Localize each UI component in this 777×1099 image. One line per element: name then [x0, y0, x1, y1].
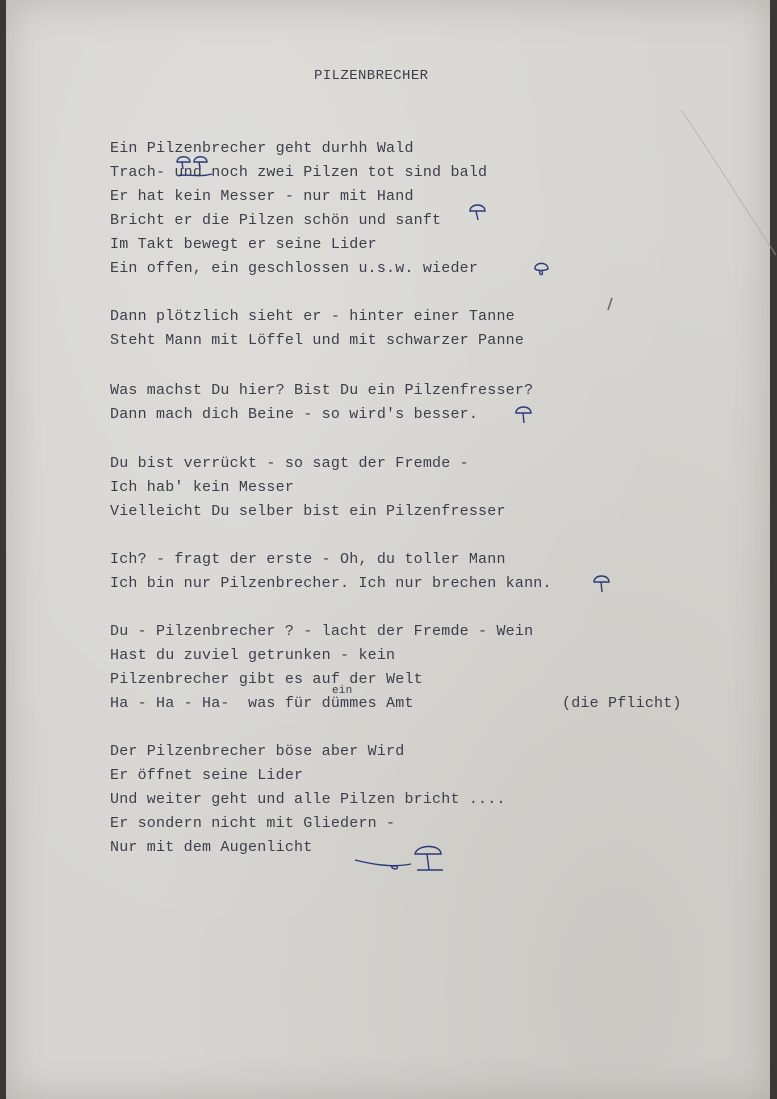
poem-line: Und weiter geht und alle Pilzen bricht ....: [110, 791, 506, 808]
poem-line: Er sondern nicht mit Gliedern -: [110, 815, 396, 832]
poem-line: Im Takt bewegt er seine Lider: [110, 236, 377, 253]
poem-line: Ich bin nur Pilzenbrecher. Ich nur brechen kann.: [110, 575, 552, 592]
poem-line: Ein Pilzenbrecher geht durhh Wald: [110, 140, 414, 157]
mushroom-doodle-icon: [532, 259, 552, 281]
poem-line: Du bist verrückt - so sagt der Fremde -: [110, 455, 469, 472]
paper-crease: [676, 105, 777, 265]
poem-line: Bricht er die Pilzen schön und sanft: [110, 212, 442, 229]
poem-line: Dann mach dich Beine - so wird's besser.: [110, 406, 479, 423]
side-note: (die Pflicht): [562, 695, 682, 712]
poem-line: Hast du zuviel getrunken - kein: [110, 647, 396, 664]
paper-sheet: [6, 0, 770, 1099]
mushroom-doodle-icon: [592, 573, 612, 597]
poem-line: Ha - Ha - Ha- was für dümmes Amt: [110, 695, 414, 712]
poem-line: Pilzenbrecher gibt es auf der Welt: [110, 671, 423, 688]
poem-line: Du - Pilzenbrecher ? - lacht der Fremde - Wein: [110, 623, 534, 640]
signature-scribble: [351, 842, 451, 876]
poem-line: Trach- und noch zwei Pilzen tot sind bald: [110, 164, 488, 181]
poem-line: Ich? - fragt der erste - Oh, du toller Mann: [110, 551, 506, 568]
poem-line: Er hat kein Messer - nur mit Hand: [110, 188, 414, 205]
poem-line: Der Pilzenbrecher böse aber Wird: [110, 743, 405, 760]
poem-line: Vielleicht Du selber bist ein Pilzenfresser: [110, 503, 506, 520]
pencil-mark: [604, 296, 616, 312]
mushroom-doodle-icon: [514, 404, 534, 428]
mushroom-doodle-icon: [468, 202, 488, 224]
poem-line: Ich hab' kein Messer: [110, 479, 295, 496]
poem-line: Dann plötzlich sieht er - hinter einer Tanne: [110, 308, 515, 325]
poem-line: Steht Mann mit Löffel und mit schwarzer Panne: [110, 332, 525, 349]
poem-title: PILZENBRECHER: [314, 68, 429, 84]
interlinear-correction: ein: [332, 685, 353, 697]
mushroom-doodle-icon: [174, 153, 214, 171]
poem-line: Er öffnet seine Lider: [110, 767, 304, 784]
poem-line: Was machst Du hier? Bist Du ein Pilzenfresser?: [110, 382, 534, 399]
poem-line: Ein offen, ein geschlossen u.s.w. wieder: [110, 260, 479, 277]
poem-line: Nur mit dem Augenlicht: [110, 839, 313, 856]
